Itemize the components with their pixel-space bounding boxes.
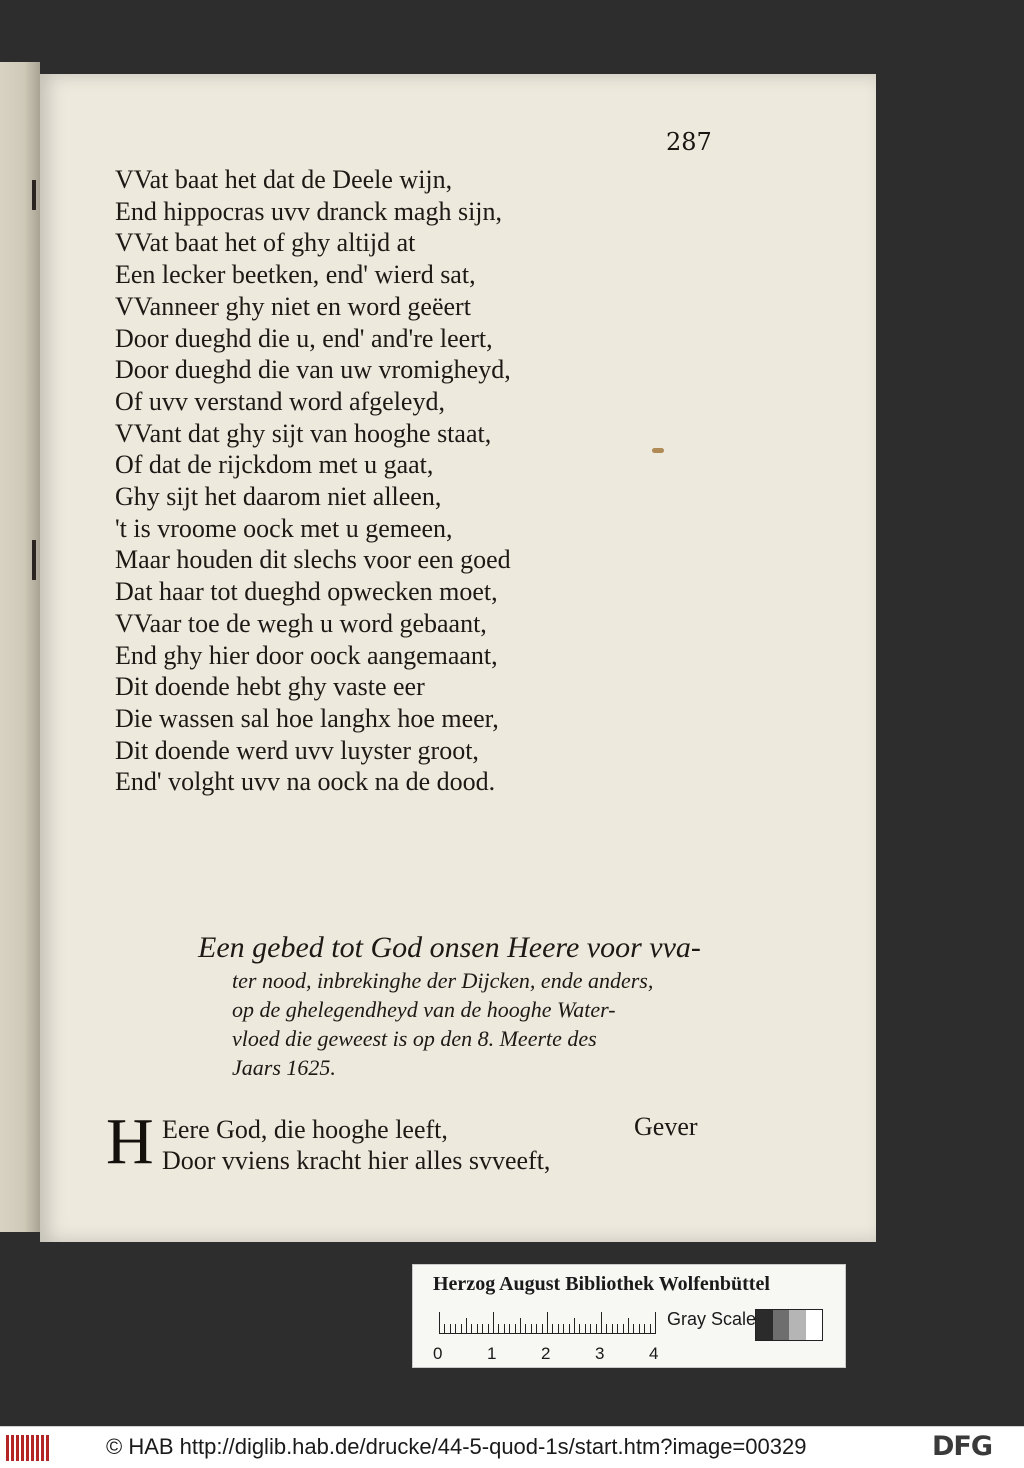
catchword: Gever [634,1112,698,1141]
poem-line: VVat baat het dat de Deele wijn, [115,165,453,194]
ruler-tick [650,1324,651,1334]
poem-line: Ghy sijt het daarom niet alleen, [115,482,442,512]
ruler-tick [498,1324,499,1334]
poem [115,164,511,798]
ruler-tick [639,1324,640,1334]
poem-line: Maar houden dit slechs voor een goed [115,545,511,575]
ruler-tick [520,1318,521,1334]
poem-line: Of dat de rijckdom met u gaat, [115,450,434,480]
poem-line: End' volght uvv na oock na de dood. [115,767,496,797]
ruler-tick [461,1324,462,1334]
ruler-tick [450,1324,451,1334]
ruler-tick [617,1324,618,1334]
dropcap: H [106,1105,154,1178]
ruler-tick [633,1324,634,1334]
ruler-tick [466,1318,467,1334]
library-name: Herzog August Bibliothek Wolfenbüttel [433,1273,770,1295]
hab-barcode-icon [6,1435,50,1461]
ruler-number: 0 [433,1344,443,1363]
ruler-number: 2 [541,1344,551,1363]
ruler-tick [655,1312,656,1334]
ruler-tick [579,1324,580,1334]
gray-swatch [806,1310,823,1340]
ruler-tick [525,1324,526,1334]
paper-stain [652,448,664,453]
binding-mark [32,180,36,210]
ruler-tick [552,1324,553,1334]
poem-line: 't is vroome oock met u gemeen, [115,513,453,543]
ruler-tick [471,1324,472,1334]
ruler-tick [563,1324,564,1334]
poem-line: Door dueghd die van uw vromigheyd, [115,355,511,385]
prayer-heading [198,930,718,1082]
ruler-tick [569,1324,570,1334]
ruler-tick [488,1324,489,1334]
gray-swatch [773,1310,790,1340]
poem-line: VVat baat het of ghy altijd at [115,228,416,258]
ruler-tick [623,1324,624,1334]
dfg-logo-icon: DFG [932,1431,993,1462]
ruler-number: 1 [487,1344,497,1363]
poem-line: VVaar toe de wegh u word gebaant, [115,608,487,638]
ruler-tick [590,1324,591,1334]
page-number: 287 [666,128,712,156]
ruler-tick [493,1312,494,1334]
prayer-line: Door vviens kracht hier alles svveeft, [162,1146,551,1175]
ruler-tick [531,1324,532,1334]
ruler-tick [558,1324,559,1334]
heading-line: Een gebed tot God onsen Heere voor vva- [198,931,701,964]
ruler-tick [509,1324,510,1334]
poem-line: Een lecker beetken, end' wierd sat, [115,260,476,290]
poem-line: VVanneer ghy niet en word geëert [115,291,471,321]
poem-line: Dat haar tot dueghd opwecken moet, [115,577,498,607]
ruler-number: 3 [595,1344,605,1363]
poem-line: Door dueghd die u, end' and're leert, [115,323,493,353]
ruler [439,1309,655,1337]
viewer-footer [0,1426,1024,1468]
ruler-tick [439,1312,440,1334]
ruler-tick [444,1324,445,1334]
gray-swatch [756,1310,773,1340]
gray-swatch [789,1310,806,1340]
poem-line: VVant dat ghy sijt van hooghe staat, [115,418,492,448]
left-page-edge [0,62,40,1232]
ruler-tick [547,1312,548,1334]
poem-line: Dit doende hebt ghy vaste eer [115,672,425,702]
ruler-tick [644,1324,645,1334]
ruler-tick [455,1324,456,1334]
color-reference-card [412,1264,846,1368]
poem-line: End hippocras uvv dranck magh sijn, [115,196,503,226]
prayer-lines [162,1114,550,1176]
book-page [40,74,876,1242]
ruler-tick [542,1324,543,1334]
binding-mark [32,540,36,580]
prayer-line: Eere God, die hooghe leeft, [162,1115,448,1144]
heading-line: ter nood, inbrekinghe der Dijcken, ende anders, [232,968,654,993]
ruler-tick [504,1324,505,1334]
ruler-tick [628,1318,629,1334]
ruler-tick [477,1324,478,1334]
copyright-url[interactable]: © HAB http://diglib.hab.de/drucke/44-5-quod-1s/start.htm?image=00329 [106,1434,807,1459]
ruler-tick [596,1324,597,1334]
gray-scale-label: Gray Scale [667,1309,757,1329]
ruler-tick [601,1312,602,1334]
poem-line: Dit doende werd uvv luyster groot, [115,735,479,765]
heading-line: op de ghelegendheyd van de hooghe Water- [232,997,616,1022]
heading-line: Jaars 1625. [232,1055,336,1080]
ruler-tick [482,1324,483,1334]
ruler-number: 4 [649,1344,659,1363]
poem-line: End ghy hier door oock aangemaant, [115,640,498,670]
poem-line: Of uvv verstand word afgeleyd, [115,386,445,416]
gray-scale-swatches [755,1309,823,1341]
ruler-tick [515,1324,516,1334]
heading-line: vloed die geweest is op den 8. Meerte des [232,1026,597,1051]
ruler-tick [612,1324,613,1334]
ruler-tick [574,1318,575,1334]
ruler-tick [585,1324,586,1334]
prayer-opening [106,1105,551,1178]
ruler-tick [606,1324,607,1334]
ruler-tick [536,1324,537,1334]
poem-line: Die wassen sal hoe langhx hoe meer, [115,703,499,733]
